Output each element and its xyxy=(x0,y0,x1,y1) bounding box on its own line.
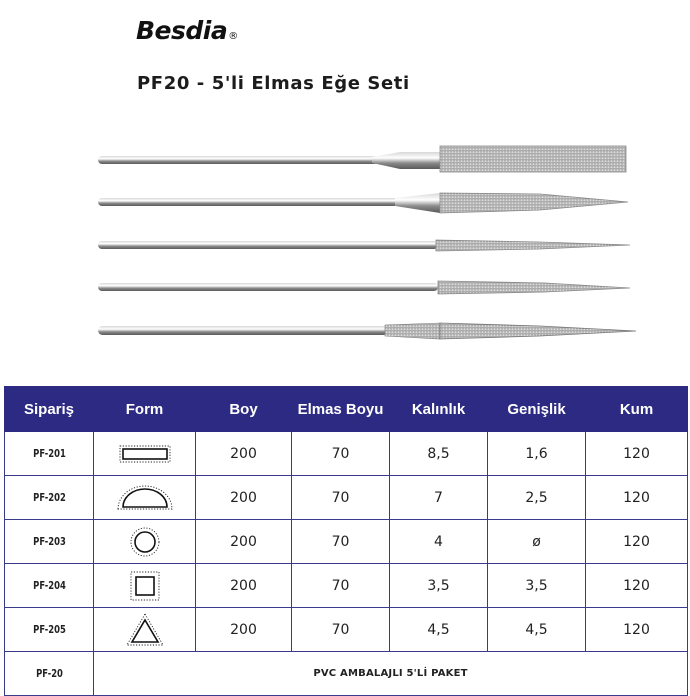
genislik-value: 3,5 xyxy=(488,564,586,608)
package-note: PVC AMBALAJLI 5'Lİ PAKET xyxy=(94,652,688,696)
boy-value: 200 xyxy=(196,476,292,520)
kalinlik-value: 8,5 xyxy=(390,432,488,476)
header-boy: Boy xyxy=(196,387,292,432)
order-code: PF-203 xyxy=(11,520,87,564)
genislik-value: 4,5 xyxy=(488,608,586,652)
half-round-file-image xyxy=(98,193,628,213)
table-footer-row xyxy=(5,652,688,696)
elmas-boyu-value: 70 xyxy=(292,432,390,476)
page-title: PF20 - 5'li Elmas Eğe Seti xyxy=(137,73,410,94)
boy-value: 200 xyxy=(196,432,292,476)
registered-mark: ® xyxy=(228,31,238,42)
needle-files-image xyxy=(0,130,690,350)
elmas-boyu-value: 70 xyxy=(292,564,390,608)
order-code: PF-202 xyxy=(11,476,87,520)
table-row xyxy=(5,608,688,652)
kalinlik-value: 3,5 xyxy=(390,564,488,608)
genislik-value: 2,5 xyxy=(488,476,586,520)
order-code: PF-204 xyxy=(11,564,87,608)
header-form: Form xyxy=(94,387,196,432)
table-row xyxy=(5,564,688,608)
form-cell xyxy=(94,476,196,520)
header-genislik: Genişlik xyxy=(488,387,586,432)
kum-value: 120 xyxy=(586,608,688,652)
boy-value: 200 xyxy=(196,564,292,608)
form-cell xyxy=(94,432,196,476)
elmas-boyu-value: 70 xyxy=(292,520,390,564)
order-code: PF-205 xyxy=(11,608,87,652)
half-round-icon xyxy=(115,483,175,513)
elmas-boyu-value: 70 xyxy=(292,476,390,520)
form-cell xyxy=(94,564,196,608)
header-kum: Kum xyxy=(586,387,688,432)
specification-table xyxy=(4,386,688,696)
genislik-value: ø xyxy=(488,520,586,564)
kalinlik-value: 7 xyxy=(390,476,488,520)
brand-logo xyxy=(136,16,238,45)
table-row xyxy=(5,432,688,476)
table-header-row xyxy=(5,387,688,432)
form-cell xyxy=(94,520,196,564)
square-file-image xyxy=(98,281,630,294)
round-icon xyxy=(129,526,161,558)
kalinlik-value: 4,5 xyxy=(390,608,488,652)
kum-value: 120 xyxy=(586,476,688,520)
kum-value: 120 xyxy=(586,520,688,564)
round-file-image xyxy=(98,240,630,251)
form-cell xyxy=(94,608,196,652)
table-row xyxy=(5,520,688,564)
square-icon xyxy=(129,570,161,602)
brand-name: Besdia xyxy=(136,16,228,45)
triangle-icon xyxy=(126,613,164,647)
header-siparis: Sipariş xyxy=(5,387,94,432)
flat-rectangle-icon xyxy=(117,443,173,465)
kum-value: 120 xyxy=(586,564,688,608)
order-code: PF-201 xyxy=(11,432,87,476)
kum-value: 120 xyxy=(586,432,688,476)
header-kalinlik: Kalınlık xyxy=(390,387,488,432)
header-elmas-boyu: Elmas Boyu xyxy=(292,387,390,432)
boy-value: 200 xyxy=(196,520,292,564)
flat-file-image xyxy=(98,146,626,172)
genislik-value: 1,6 xyxy=(488,432,586,476)
table-row xyxy=(5,476,688,520)
elmas-boyu-value: 70 xyxy=(292,608,390,652)
triangle-file-image xyxy=(98,323,636,339)
kalinlik-value: 4 xyxy=(390,520,488,564)
boy-value: 200 xyxy=(196,608,292,652)
set-code: PF-20 xyxy=(11,652,87,696)
